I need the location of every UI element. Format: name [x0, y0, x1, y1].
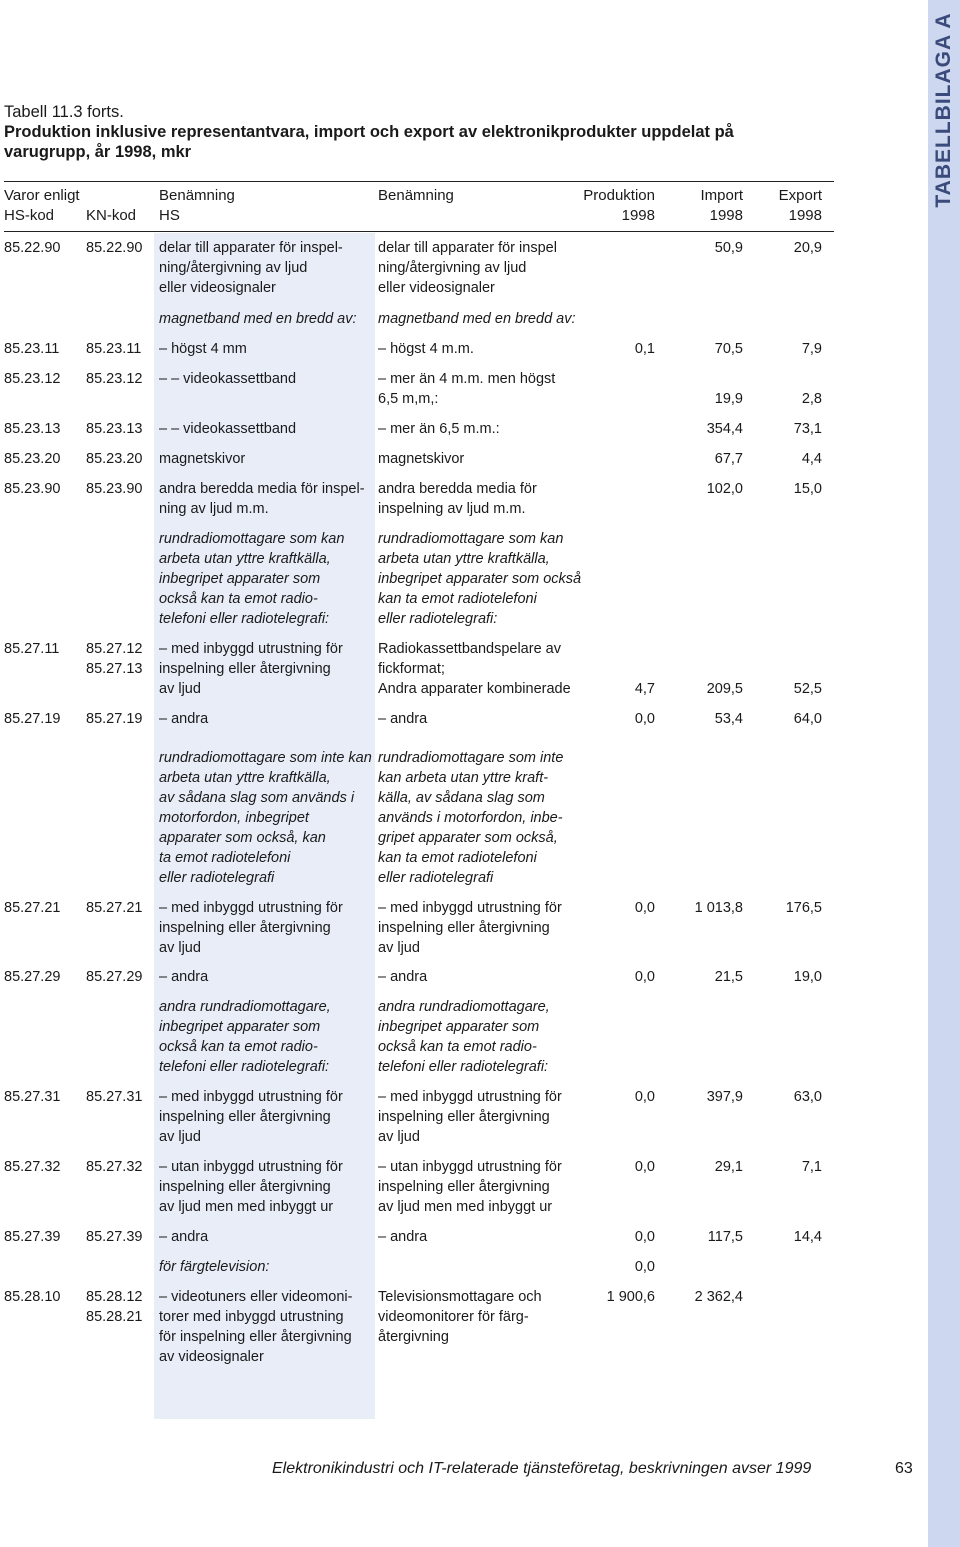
import-value: 19,9 — [714, 391, 743, 407]
kn-code: 85.23.90 — [86, 481, 143, 497]
kn-description: av ljud men med inbyggt ur — [378, 1199, 553, 1215]
hs-description: delar till apparater för inspel- — [159, 240, 343, 256]
footer-text: Elektronikindustri och IT-relaterade tjänsteföretag, beskrivningen avser 1999 — [272, 1460, 812, 1477]
kn-description: – med inbyggd utrustning för — [378, 1089, 562, 1105]
import-value: 53,4 — [714, 711, 743, 727]
hs-description: apparater som också, kan — [159, 830, 326, 846]
hs-description: andra rundradiomottagare, — [159, 999, 331, 1015]
kn-description: eller radiotelegrafi — [378, 870, 494, 886]
hs-description: inspelning eller återgivning — [159, 1179, 331, 1195]
kn-description: kan arbeta utan yttre kraft- — [378, 770, 549, 786]
hs-description: av ljud men med inbyggt ur — [159, 1199, 334, 1215]
kn-code: 85.27.29 — [86, 969, 143, 985]
kn-description: återgivning — [378, 1329, 449, 1345]
header-hs: HS — [159, 207, 180, 224]
header-hs-kod: HS-kod — [4, 207, 55, 224]
header-export-year: 1998 — [788, 207, 822, 224]
kn-description: kan ta emot radiotelefoni — [378, 591, 537, 607]
kn-code: 85.23.11 — [86, 341, 142, 357]
import-value: 1 013,8 — [694, 900, 743, 916]
header-produktion: Produktion — [583, 187, 655, 204]
hs-code: 85.27.21 — [4, 900, 61, 916]
header-bottom-rule — [4, 231, 834, 232]
kn-code: 85.27.31 — [86, 1089, 143, 1105]
table-caption — [4, 102, 834, 162]
hs-description: eller videosignaler — [159, 280, 276, 296]
kn-code: 85.27.32 — [86, 1159, 143, 1175]
hs-description: inspelning eller återgivning — [159, 1109, 331, 1125]
export-value: 20,9 — [793, 240, 822, 256]
produktion-value: 0,0 — [634, 969, 655, 985]
header-import: Import — [700, 187, 743, 204]
hs-description: torer med inbyggd utrustning — [159, 1309, 344, 1325]
hs-description: inbegripet apparater som — [159, 571, 321, 587]
kn-description: används i motorfordon, inbe- — [378, 810, 563, 826]
kn-description: eller videosignaler — [378, 280, 495, 296]
hs-description: också kan ta emot radio- — [159, 1039, 318, 1055]
hs-description: – högst 4 mm — [159, 341, 247, 357]
header-export: Export — [778, 187, 822, 204]
hs-description: inspelning eller återgivning — [159, 661, 331, 677]
hs-description: telefoni eller radiotelegrafi: — [159, 611, 330, 627]
hs-description: magnetband med en bredd av: — [159, 311, 357, 327]
kn-code: 85.27.12 — [86, 641, 143, 657]
export-value: 15,0 — [793, 481, 822, 497]
kn-description: andra beredda media för — [378, 481, 537, 497]
kn-code: 85.23.20 — [86, 451, 143, 467]
hs-description: också kan ta emot radio- — [159, 591, 318, 607]
export-value: 14,4 — [793, 1229, 822, 1245]
page-number: 63 — [895, 1460, 913, 1477]
hs-code: 85.23.90 — [4, 481, 61, 497]
hs-description: för inspelning eller återgivning — [159, 1329, 352, 1345]
hs-description: ning av ljud m.m. — [159, 501, 269, 517]
kn-description: videomonitorer för färg- — [378, 1309, 529, 1325]
kn-code: 85.23.12 — [86, 371, 143, 387]
export-value: 7,9 — [801, 341, 822, 357]
kn-description: – mer än 6,5 m.m.: — [378, 421, 500, 437]
hs-description: – – videokassettband — [159, 371, 297, 387]
produktion-value: 0,1 — [634, 341, 655, 357]
hs-description: rundradiomottagare som kan — [159, 531, 345, 547]
hs-code: 85.28.10 — [4, 1289, 61, 1305]
kn-code: 85.27.21 — [86, 900, 143, 916]
produktion-value: 1 900,6 — [606, 1289, 655, 1305]
kn-description: – med inbyggd utrustning för — [378, 900, 562, 916]
export-value: 4,4 — [801, 451, 822, 467]
export-value: 7,1 — [801, 1159, 822, 1175]
hs-description: rundradiomottagare som inte kan — [159, 750, 372, 766]
kn-description: – utan inbyggd utrustning för — [378, 1159, 562, 1175]
kn-code: 85.28.21 — [86, 1309, 143, 1325]
caption-title-line-2: varugrupp, år 1998, mkr — [4, 143, 192, 161]
hs-code: 85.27.31 — [4, 1089, 61, 1105]
hs-description: för färgtelevision: — [159, 1259, 270, 1275]
export-value: 63,0 — [793, 1089, 822, 1105]
header-top-rule — [4, 181, 834, 182]
hs-description: av ljud — [159, 940, 201, 956]
hs-code: 85.22.90 — [4, 240, 61, 256]
hs-description: andra beredda media för inspel- — [159, 481, 365, 497]
hs-description: telefoni eller radiotelegrafi: — [159, 1059, 330, 1075]
import-value: 102,0 — [706, 481, 743, 497]
kn-description: – mer än 4 m.m. men högst — [378, 371, 556, 387]
kn-description: – andra — [378, 1229, 428, 1245]
kn-code: 85.22.90 — [86, 240, 143, 256]
hs-description: motorfordon, inbegripet — [159, 810, 309, 826]
side-label: TABELLBILAGA A — [932, 12, 955, 208]
kn-description: inspelning av ljud m.m. — [378, 501, 526, 517]
caption-line-1: Tabell 11.3 forts. — [4, 103, 124, 121]
produktion-value: 4,7 — [634, 681, 655, 697]
hs-code: 85.27.29 — [4, 969, 61, 985]
import-value: 209,5 — [706, 681, 743, 697]
hs-description: – med inbyggd utrustning för — [159, 1089, 343, 1105]
hs-description: eller radiotelegrafi — [159, 870, 275, 886]
hs-description: av sådana slag som används i — [159, 790, 355, 806]
kn-description: arbeta utan yttre kraftkälla, — [378, 551, 550, 567]
hs-description: ta emot radiotelefoni — [159, 850, 291, 866]
hs-description: inbegripet apparater som — [159, 1019, 321, 1035]
import-value: 2 362,4 — [694, 1289, 743, 1305]
kn-description: inspelning eller återgivning — [378, 920, 550, 936]
hs-description: arbeta utan yttre kraftkälla, — [159, 551, 331, 567]
kn-description: gripet apparater som också, — [378, 830, 558, 846]
kn-description: av ljud — [378, 1129, 420, 1145]
export-value: 64,0 — [793, 711, 822, 727]
hs-description: inspelning eller återgivning — [159, 920, 331, 936]
hs-code: 85.27.11 — [4, 641, 60, 657]
header-benamning-hs: Benämning — [159, 187, 235, 204]
hs-description: – med inbyggd utrustning för — [159, 641, 343, 657]
kn-description: Radiokassettbandspelare av — [378, 641, 561, 657]
kn-description: magnetband med en bredd av: — [378, 311, 576, 327]
hs-description: arbeta utan yttre kraftkälla, — [159, 770, 331, 786]
kn-description: eller radiotelegrafi: — [378, 611, 498, 627]
kn-description: rundradiomottagare som inte — [378, 750, 564, 766]
produktion-value: 0,0 — [634, 1159, 655, 1175]
hs-description: – med inbyggd utrustning för — [159, 900, 343, 916]
produktion-value: 0,0 — [634, 1089, 655, 1105]
export-value: 52,5 — [793, 681, 822, 697]
header-kn-kod: KN-kod — [86, 207, 137, 224]
kn-code: 85.27.19 — [86, 711, 143, 727]
kn-description: andra rundradiomottagare, — [378, 999, 550, 1015]
kn-code: 85.27.13 — [86, 661, 143, 677]
kn-description: delar till apparater för inspel — [378, 240, 557, 256]
hs-code: 85.23.11 — [4, 341, 60, 357]
kn-description: magnetskivor — [378, 451, 465, 467]
hs-description: av videosignaler — [159, 1349, 264, 1365]
hs-code: 85.27.39 — [4, 1229, 61, 1245]
kn-description: inbegripet apparater som också — [378, 571, 582, 587]
kn-description: fickformat; — [378, 661, 445, 677]
hs-description: – andra — [159, 1229, 209, 1245]
import-value: 29,1 — [714, 1159, 743, 1175]
import-value: 354,4 — [706, 421, 743, 437]
kn-description: – högst 4 m.m. — [378, 341, 474, 357]
kn-description: inspelning eller återgivning — [378, 1179, 550, 1195]
kn-description: – andra — [378, 969, 428, 985]
kn-description: inbegripet apparater som — [378, 1019, 540, 1035]
hs-description: av ljud — [159, 681, 201, 697]
hs-description: – andra — [159, 711, 209, 727]
kn-description: rundradiomottagare som kan — [378, 531, 564, 547]
kn-code: 85.23.13 — [86, 421, 143, 437]
import-value: 21,5 — [714, 969, 743, 985]
hs-code: 85.23.13 — [4, 421, 61, 437]
produktion-value: 0,0 — [634, 1259, 655, 1275]
hs-description: magnetskivor — [159, 451, 246, 467]
hs-description: – andra — [159, 969, 209, 985]
hs-code: 85.23.12 — [4, 371, 61, 387]
import-value: 117,5 — [707, 1229, 743, 1245]
kn-description: också kan ta emot radio- — [378, 1039, 537, 1055]
hs-code: 85.23.20 — [4, 451, 61, 467]
import-value: 397,9 — [706, 1089, 743, 1105]
hs-description: – – videokassettband — [159, 421, 297, 437]
hs-description: av ljud — [159, 1129, 201, 1145]
export-value: 73,1 — [793, 421, 822, 437]
produktion-value: 0,0 — [634, 1229, 655, 1245]
kn-description: 6,5 m,m,: — [378, 391, 439, 407]
kn-description: Andra apparater kombinerade — [378, 681, 571, 697]
kn-description: kan ta emot radiotelefoni — [378, 850, 537, 866]
header-varor-enligt: Varor enligt — [4, 187, 80, 204]
hs-description: – utan inbyggd utrustning för — [159, 1159, 343, 1175]
kn-description: ning/återgivning av ljud — [378, 260, 527, 276]
hs-code: 85.27.32 — [4, 1159, 61, 1175]
import-value: 50,9 — [714, 240, 743, 256]
produktion-value: 0,0 — [634, 900, 655, 916]
import-value: 67,7 — [714, 451, 743, 467]
hs-description: ning/återgivning av ljud — [159, 260, 308, 276]
kn-code: 85.28.12 — [86, 1289, 143, 1305]
kn-description: källa, av sådana slag som — [378, 790, 545, 806]
hs-description: – videotuners eller videomoni- — [159, 1289, 353, 1305]
caption-title-line-1: Produktion inklusive representantvara, import och export av elektronikprodukter uppdelat på — [4, 123, 734, 141]
kn-description: inspelning eller återgivning — [378, 1109, 550, 1125]
export-value: 2,8 — [801, 391, 822, 407]
export-value: 19,0 — [793, 969, 822, 985]
kn-description: – andra — [378, 711, 428, 727]
kn-description: telefoni eller radiotelegrafi: — [378, 1059, 549, 1075]
side-band — [928, 0, 960, 1547]
export-value: 176,5 — [785, 900, 822, 916]
import-value: 70,5 — [714, 341, 743, 357]
header-produktion-year: 1998 — [621, 207, 655, 224]
kn-description: av ljud — [378, 940, 420, 956]
kn-code: 85.27.39 — [86, 1229, 143, 1245]
header-benamning-kn: Benämning — [378, 187, 454, 204]
kn-description: Televisionsmottagare och — [378, 1289, 542, 1305]
produktion-value: 0,0 — [634, 711, 655, 727]
hs-code: 85.27.19 — [4, 711, 61, 727]
header-import-year: 1998 — [709, 207, 743, 224]
